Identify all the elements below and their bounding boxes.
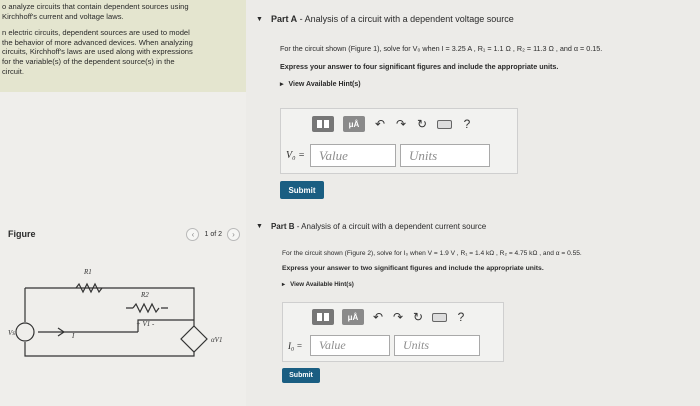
part-b-hint-toggle[interactable]: [282, 281, 354, 288]
intro-para-2: the behavior of more advanced devices. When analyzing: [2, 37, 193, 47]
part-b-collapse-icon[interactable]: ▼: [256, 223, 263, 230]
part-b-problem: For the circuit shown (Figure 2), solve for I₀ when V = 1.9 V , R₁ = 1.4 kΩ , R₂ = 4.75 kΩ , and α = 0.55.: [282, 250, 582, 257]
part-a-value-input[interactable]: Value: [310, 144, 396, 167]
part-a-redo-icon[interactable]: ↷: [395, 117, 407, 131]
intro-line-2: Kirchhoff's current and voltage laws.: [2, 11, 124, 21]
bottom-wire: [25, 342, 194, 356]
part-b-title: [271, 222, 486, 231]
part-a-toolbar: [312, 116, 473, 132]
part-b-help-icon[interactable]: ?: [457, 310, 465, 324]
part-a-collapse-icon[interactable]: ▼: [256, 15, 263, 23]
intro-para-4: for the variable(s) of the dependent source(s) in the: [2, 56, 175, 66]
part-b-toolbar: [312, 309, 467, 325]
intro-line-1: o analyze circuits that contain dependent sources using: [2, 2, 189, 11]
part-b-hint-caret-icon: ▸: [282, 281, 286, 288]
part-a-units-input[interactable]: Units: [400, 144, 490, 167]
part-a-problem: For the circuit shown (Figure 1), solve for V₀ when I = 3.25 A , R₁ = 1.1 Ω , R₂ = 11.3 Ω , and α = 0.15.: [280, 44, 603, 53]
label-vs: Vs: [8, 329, 15, 337]
part-b-units-button[interactable]: μÅ: [342, 309, 364, 325]
part-b-reset-icon[interactable]: ↻: [412, 310, 424, 324]
label-r2: R2: [141, 291, 149, 299]
intro-paragraph: [2, 28, 242, 76]
intro-para-3: circuits, Kirchhoff's laws are used along with expressions: [2, 47, 193, 57]
prev-figure-button[interactable]: ‹: [186, 228, 199, 241]
part-a-templates-button[interactable]: [312, 116, 334, 132]
part-b-submit-button[interactable]: Submit: [282, 368, 320, 383]
part-b-redo-icon[interactable]: ↷: [392, 310, 404, 324]
part-b-title-bold: Part B: [270, 222, 295, 231]
part-a-title: [271, 14, 514, 24]
figure-title: Figure: [8, 229, 36, 239]
intro-panel: [0, 0, 246, 92]
part-a-reset-icon[interactable]: ↻: [416, 117, 428, 131]
part-b-instructions: Express your answer to two significant figures and include the appropriate units.: [282, 265, 544, 272]
part-b-variable-label: I₀ =: [288, 341, 303, 351]
part-a-instructions: Express your answer to four significant figures and include the appropriate units.: [280, 62, 559, 71]
part-a-hint-label: View Available Hint(s): [288, 80, 361, 88]
part-b-header[interactable]: [256, 222, 486, 231]
label-dependent: αV1: [211, 336, 223, 344]
part-a-hint-toggle[interactable]: [280, 80, 361, 88]
intro-para-5: circuit.: [2, 66, 24, 76]
label-r1: R1: [84, 268, 92, 276]
circuit-diagram: [8, 250, 240, 360]
resistor-r2: [133, 304, 159, 312]
part-b-title-rest: - Analysis of a circuit with a dependent current source: [294, 222, 487, 231]
figure-pager: [186, 228, 240, 241]
part-b-units-input[interactable]: Units: [394, 335, 480, 356]
part-a-title-bold: Part A: [270, 14, 298, 24]
part-b-undo-icon[interactable]: ↶: [372, 310, 384, 324]
label-v1: + V1 -: [136, 320, 155, 328]
figure-bar: [8, 226, 240, 242]
part-a-help-icon[interactable]: ?: [463, 117, 471, 131]
independent-source: [16, 323, 34, 341]
part-b-value-input[interactable]: Value: [310, 335, 390, 356]
part-a-variable-label: V₀ =: [286, 150, 305, 161]
part-a-header[interactable]: [256, 14, 514, 24]
intro-lead: [2, 2, 242, 21]
part-b-hint-label: View Available Hint(s): [290, 281, 354, 288]
next-figure-button[interactable]: ›: [227, 228, 240, 241]
intro-para-1: n electric circuits, dependent sources are used to model: [2, 28, 190, 38]
figure-page-count: 1 of 2: [204, 230, 222, 238]
part-a-submit-button[interactable]: Submit: [280, 181, 324, 199]
part-a-hint-caret-icon: ▸: [280, 81, 284, 88]
right-pane: [246, 0, 700, 406]
dependent-source: [181, 326, 207, 352]
label-current: I: [72, 332, 75, 340]
part-b-keyboard-icon[interactable]: [432, 313, 447, 322]
part-a-undo-icon[interactable]: ↶: [374, 117, 386, 131]
part-b-templates-button[interactable]: [312, 309, 334, 325]
part-a-units-button[interactable]: μÅ: [343, 116, 365, 132]
part-a-keyboard-icon[interactable]: [437, 120, 452, 129]
part-a-title-rest: - Analysis of a circuit with a dependent voltage source: [297, 14, 514, 24]
left-pane: [0, 0, 246, 406]
